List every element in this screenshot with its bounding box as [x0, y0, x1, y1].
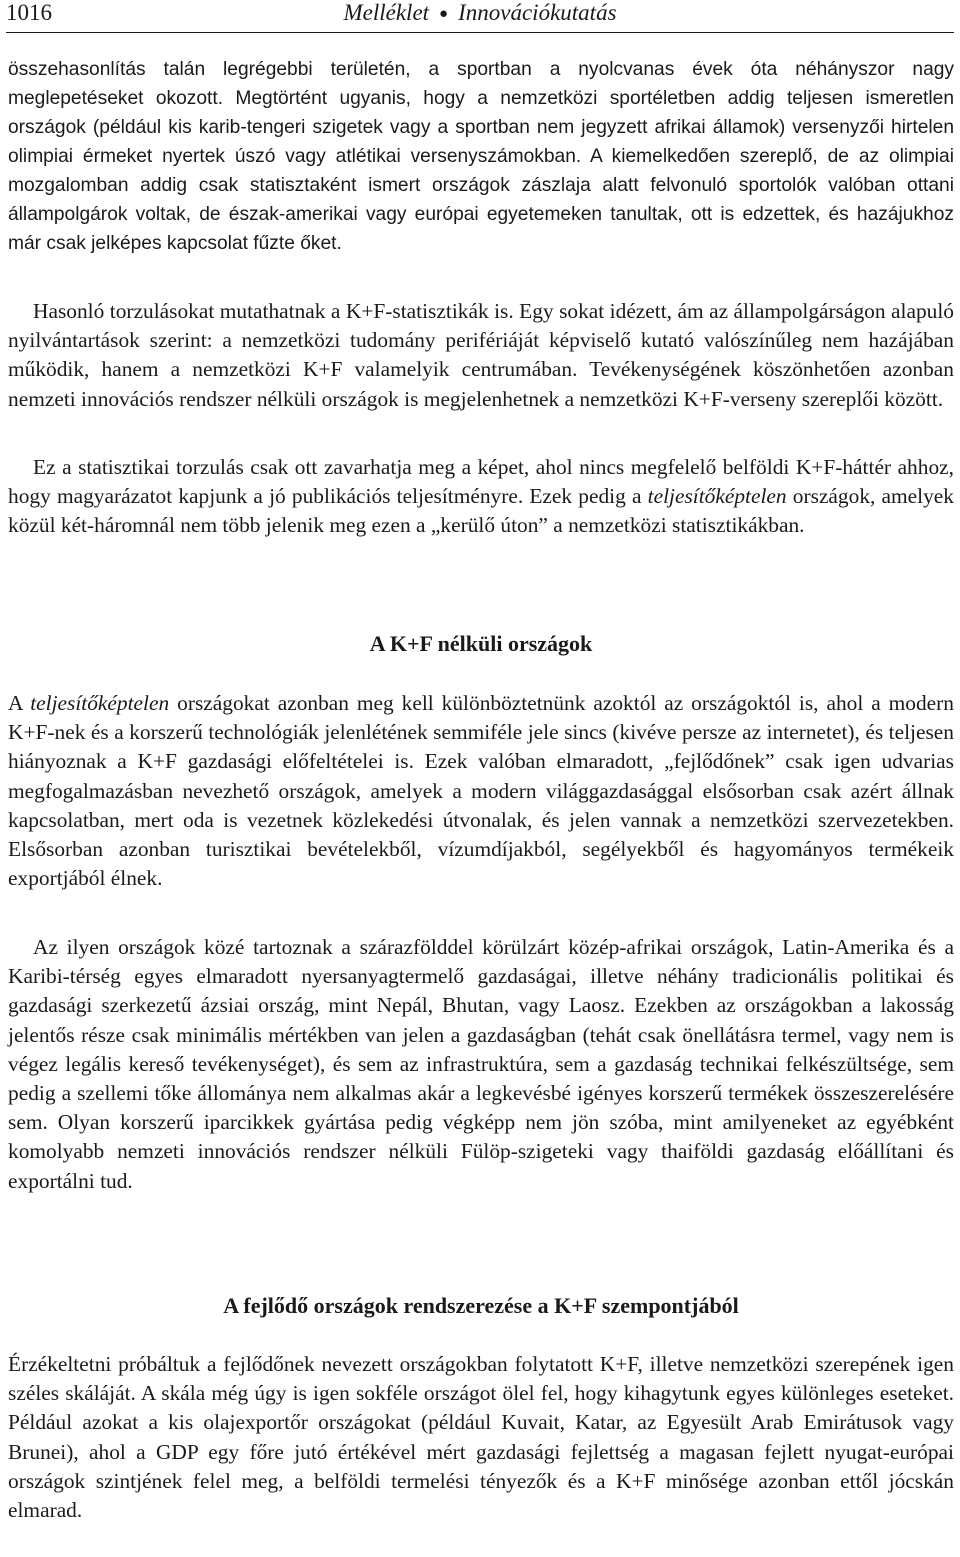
- paragraph-classification: Érzékeltetni próbáltuk a fejlődőnek nevezett országokban folytatott K+F, illetve nemzetközi szerepének igen széles skáláját. A skála még úgy is igen sokféle országot ölel fel, hogy kihagytunk egyes különleges eseteket. Például azokat a kis olajexportőr országokat (például Kuvait, Katar, az Egyesült Arab Emirátusok vagy Brunei), ahol a GDP egy főre jutó értékével mért gazdasági fejlettség a magasan fejlett nyugat-európai országok szintjének felel meg, a belföldi termelési tényezők és a K+F minősége azonban ettől jócskán elmarad.: [8, 1352, 954, 1523]
- bullet-separator-icon: ●: [439, 6, 449, 22]
- emphasis-term: teljesítőképtelen: [30, 691, 170, 715]
- running-title-section: Melléklet: [343, 0, 430, 25]
- intro-paragraph: összehasonlítás talán legrégebbi területén, a sportban a nyolcvanas évek óta néhányszor nagy meglepetéseket okozott. Megtörtént ugyanis, hogy a nemzetközi sportéletben addig teljesen ismeretlen országok (például kis karib-tengeri szigetek vagy a sportban nem jegyzett afrikai államok) versenyzői hirtelen olimpiai érmeket nyertek úszó vagy atlétikai versenyszámokban. A kiemelkedően szereplő, de az olimpiai mozgalomban addig csak statisztaként ismert országok zászlaja alatt felvonuló sportolók valóban ottani állampolgárok voltak, de észak-amerikai vagy európai egyetemeken tanultak, ott is edzettek, és hazájukhoz már csak jelképes kapcsolat fűzte őket.: [8, 59, 954, 254]
- paragraph-incapable-countries: [8, 453, 954, 541]
- text-run: országok, amelyek közül két-háromnál nem több jelenik meg ezen a „kerülő úton” a nemzetközi statisztikákban.: [8, 484, 954, 538]
- section-heading-no-rd-countries: A K+F nélküli országok: [369, 631, 593, 656]
- text-run: A: [8, 691, 31, 715]
- paragraph-no-rd-countries: [8, 689, 954, 893]
- running-title: [6, 0, 954, 27]
- text-run: országokat azonban meg kell különböztetnünk azoktól az országoktól is, ahol a modern K+F-nek és a korszerű technológiák jelenlétének semmiféle jele sincs (kivéve persze az internetet), és teljesen hiányoznak a K+F gazdasági előfeltételei is. Ezek valóban elmaradott, „fejlődőnek” csak igen udvarias megfogalmazásban nevezhető országok, amelyek a modern világgazdasággal elsősorban csak azért állnak kapcsolatban, mert oda is vezetnek közlekedési útvonalak, és jelen vannak a nemzetközi szervezetekben. Elsősorban azonban turisztikai bevételekből, vízumdíjakból, segélyekből és hagyományos termékeik exportjából élnek.: [8, 691, 954, 891]
- text-run: Ez a statisztikai torzulás csak ott zavarhatja meg a képet, ahol nincs megfelelő belföldi K+F-háttér ahhoz, hogy magyarázatot kapjunk a jó publikációs teljesítményre. Ezek pedig a: [8, 455, 954, 509]
- paragraph-country-examples: Az ilyen országok közé tartoznak a szárazfölddel körülzárt közép-afrikai országok, Latin-Amerika és a Karibi-térség egyes elmaradott nyersanyagtermelő gazdaságai, illetve néhány tradicionális politikai és gazdasági szerkezetű ázsiai ország, mint Nepál, Bhutan, vagy Laosz. Ezekben az országokban a lakosság jelentős része csak minimális mértékben van jelen a gazdaságban (tehát csak önellátásra termel, vagy nem is végez legális kereső tevékenységet), és sem az infrastruktúra, sem a gazdaság technikai felkészültsége, sem pedig a szellemi tőke állománya nem alkalmas akár a legkevésbé igényes korszerű termékek összeszerelésére sem. Olyan korszerű iparcikkek gyártása pedig végképp nem jön szóba, mint amilyeneket az egyébként komolyabb nemzeti innovációs rendszer nélküli Fülöp-szigeteki vagy thaiföldi gazdaság előállítani és exportálni tud.: [8, 935, 954, 1193]
- page-header: [6, 0, 954, 33]
- emphasis-term: teljesítőképtelen: [647, 484, 787, 509]
- section-heading-classification: A fejlődő országok rendszerezése a K+F szempontjából: [223, 1293, 739, 1318]
- page-number: 1016: [6, 0, 52, 25]
- running-title-topic: Innovációkutatás: [458, 0, 617, 25]
- paragraph-statistics-distortion: Hasonló torzulásokat mutathatnak a K+F-statisztikák is. Egy sokat idézett, ám az állampolgárságon alapuló nyilvántartások szerint: a nemzetközi tudomány perifériáját képviselő kutató valószínűleg nem hazájában működik, hanem a nemzetközi K+F valamelyik centrumában. Tevékenységének köszönhetően azonban nemzeti innovációs rendszer nélküli országok is megjelenhetnek a nemzetközi K+F-verseny szereplői között.: [8, 299, 954, 411]
